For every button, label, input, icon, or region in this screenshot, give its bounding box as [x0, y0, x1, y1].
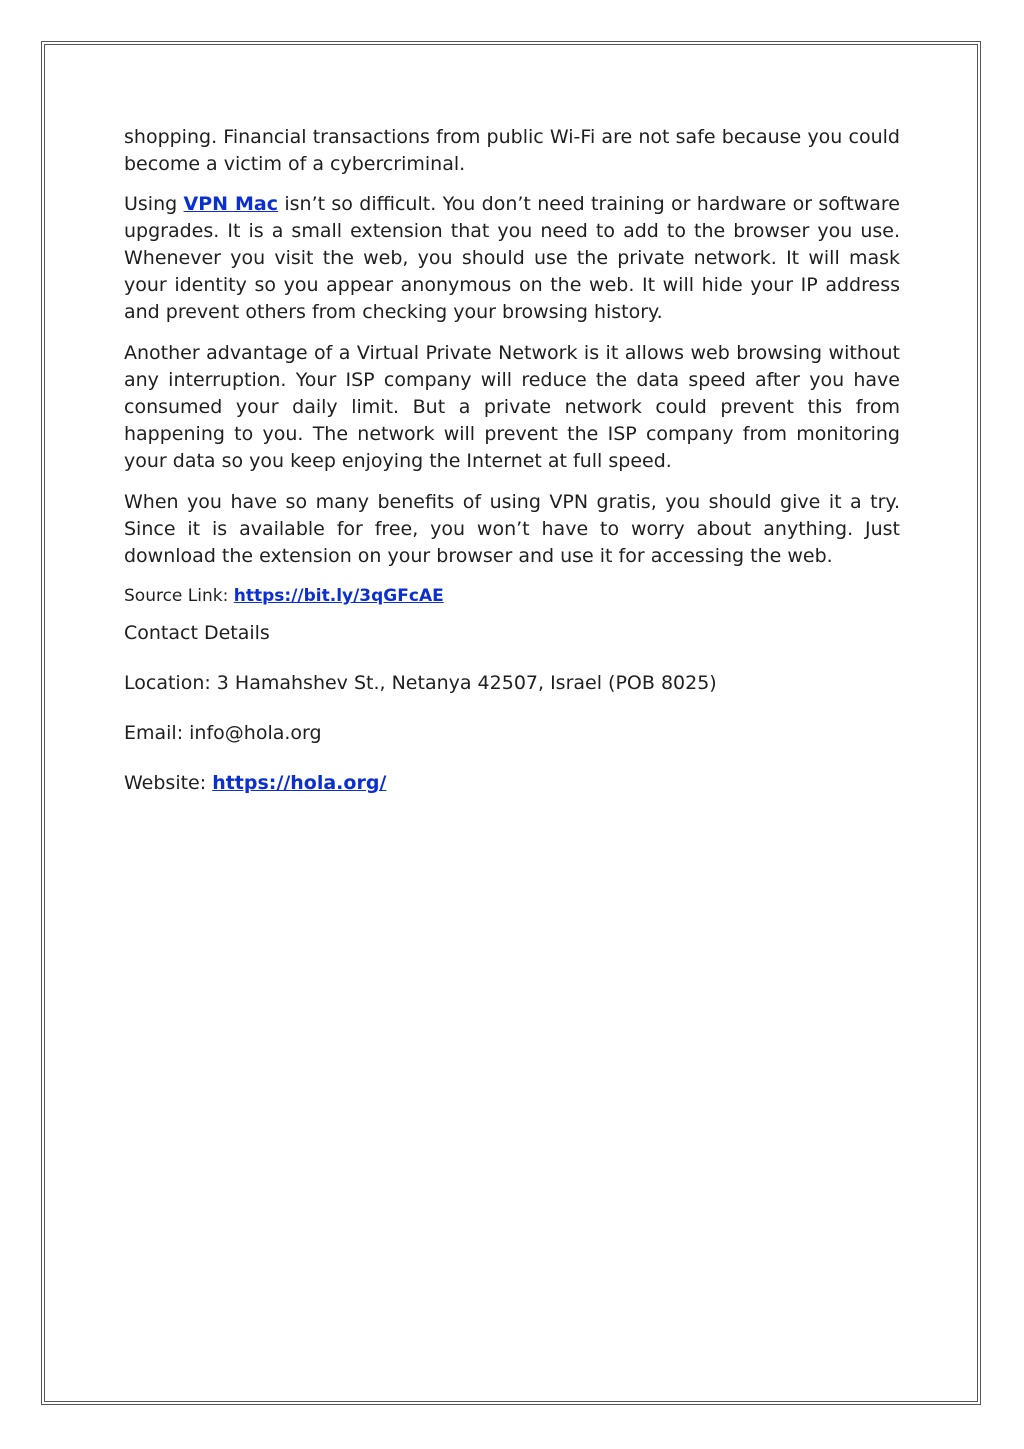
paragraph-advantage: Another advantage of a Virtual Private Network is it allows web browsing without any interruption. Your ISP company will reduce the data speed after you have consumed your daily limit. But a private network could prevent this from happening to you. The network will prevent the ISP company from monitoring your data so you keep enjoying the Internet at full speed.	[124, 342, 900, 472]
paragraph-benefits: When you have so many benefits of using VPN gratis, you should give it a try. Since it is available for free, you won’t have to worry about anything. Just download the extension on your browser and use it for accessing the web.	[124, 491, 900, 567]
paragraph-text: isn’t so difficult. You don’t need training or hardware or software upgrades. It is a small extension that you need to add to the browser you use. Whenever you visit the web, you should use the private network. It will mask your identity so you appear anonymous on the web. It will hide your IP address and prevent others from checking your browsing history.	[124, 193, 900, 323]
source-line	[124, 583, 900, 609]
document-content	[124, 124, 900, 797]
website-link[interactable]: https://hola.org/	[212, 772, 387, 794]
source-label: Source Link:	[124, 586, 234, 606]
website-label: Website:	[124, 772, 213, 794]
paragraph-text: Using	[124, 193, 184, 215]
contact-email: Email: info@hola.org	[124, 722, 322, 744]
source-link[interactable]: https://bit.ly/3qGFcAE	[233, 586, 444, 606]
paragraph-shopping: shopping. Financial transactions from public Wi-Fi are not safe because you could become a victim of a cybercriminal.	[124, 126, 900, 175]
contact-heading: Contact Details	[124, 622, 270, 644]
contact-location: Location: 3 Hamahshev St., Netanya 42507, Israel (POB 8025)	[124, 672, 717, 694]
paragraph-using-vpn-mac	[124, 191, 900, 326]
vpn-mac-link[interactable]: VPN Mac	[183, 193, 278, 215]
contact-website	[124, 770, 900, 797]
